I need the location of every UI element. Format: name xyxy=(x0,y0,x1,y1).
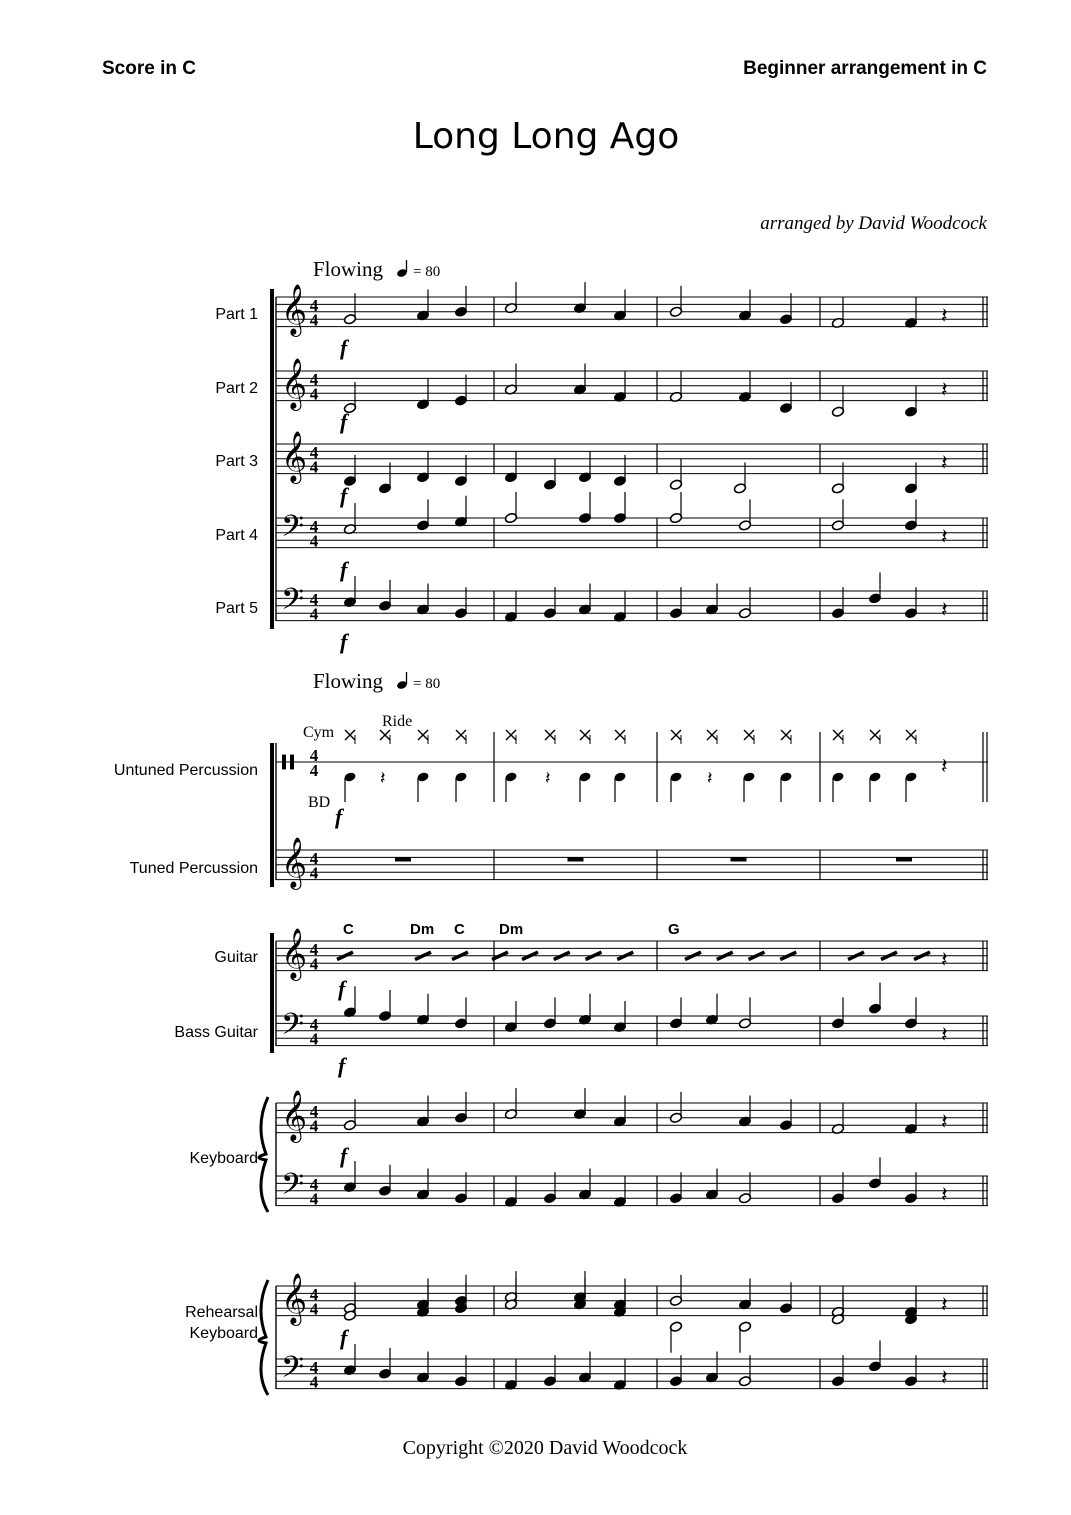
time-signature-denominator: 4 xyxy=(309,954,319,974)
time-signature-numerator: 4 xyxy=(309,1101,319,1121)
arranger-credit: arranged by David Woodcock xyxy=(760,213,987,234)
quarter-rest-icon: 𝄽 xyxy=(941,948,948,974)
quarter-rest-icon: 𝄽 xyxy=(941,598,948,624)
treble-clef-icon: 𝄞 xyxy=(281,358,308,409)
treble-clef-icon: 𝄞 xyxy=(281,284,308,335)
treble-clef-icon: 𝄞 xyxy=(281,1090,308,1141)
treble-clef-icon: 𝄞 xyxy=(281,928,308,979)
quarter-rest-icon: 𝄽 xyxy=(545,768,551,789)
quarter-rest-icon: 𝄽 xyxy=(941,1110,948,1136)
bass-clef-icon: 𝄢 xyxy=(281,1008,305,1049)
time-signature-numerator: 4 xyxy=(309,369,319,389)
time-signature-denominator: 4 xyxy=(309,1299,319,1319)
time-signature-denominator: 4 xyxy=(309,1029,319,1049)
instrument-name: Keyboard xyxy=(189,1150,258,1167)
song-title: Long Long Ago xyxy=(412,116,680,157)
percussion-clef-icon xyxy=(282,755,286,770)
whole-rest-icon xyxy=(395,857,411,861)
staff-system xyxy=(259,282,988,1395)
tempo-marking-percussion xyxy=(313,669,440,693)
dynamic-forte: f xyxy=(340,483,348,508)
tempo-word: Flowing xyxy=(313,669,384,693)
dynamic-forte: f xyxy=(338,976,346,1001)
brace-icon xyxy=(259,1097,268,1212)
time-signature-numerator: 4 xyxy=(309,516,319,536)
quarter-rest-icon: 𝄽 xyxy=(941,754,948,780)
dynamic-forte: f xyxy=(340,1325,348,1350)
dynamic-forte: f xyxy=(340,409,348,434)
time-signature-numerator: 4 xyxy=(309,1284,319,1304)
time-signature-numerator: 4 xyxy=(309,1357,319,1377)
time-signature-numerator: 4 xyxy=(309,1174,319,1194)
instrument-name: Part 4 xyxy=(215,527,258,544)
quarter-rest-icon: 𝄽 xyxy=(707,768,713,789)
time-signature-numerator: 4 xyxy=(309,589,319,609)
bass-clef-icon: 𝄢 xyxy=(281,583,305,624)
treble-clef-icon: 𝄞 xyxy=(281,1273,308,1324)
time-signature-denominator: 4 xyxy=(309,760,319,780)
dynamic-forte: f xyxy=(340,557,348,582)
whole-rest-icon xyxy=(568,857,584,861)
bass-clef-icon: 𝄢 xyxy=(281,1351,305,1392)
quarter-rest-icon: 𝄽 xyxy=(941,1293,948,1319)
quarter-rest-icon: 𝄽 xyxy=(941,525,948,551)
bass-clef-icon: 𝄢 xyxy=(281,510,305,551)
time-signature-numerator: 4 xyxy=(309,295,319,315)
chord-symbol: G xyxy=(668,921,680,938)
tempo-marking-top xyxy=(313,257,440,281)
time-signature-numerator: 4 xyxy=(309,442,319,462)
quarter-rest-icon: 𝄽 xyxy=(941,1183,948,1209)
instrument-name: Untuned Percussion xyxy=(113,762,258,779)
quarter-rest-icon: 𝄽 xyxy=(380,768,386,789)
whole-rest-icon xyxy=(896,857,912,861)
time-signature-numerator: 4 xyxy=(309,848,319,868)
time-signature-denominator: 4 xyxy=(309,1116,319,1136)
cymbal-label: Cym xyxy=(303,724,335,741)
quarter-rest-icon: 𝄽 xyxy=(941,1366,948,1392)
time-signature-denominator: 4 xyxy=(309,1372,319,1392)
instrument-name: Part 2 xyxy=(215,380,258,397)
time-signature-denominator: 4 xyxy=(309,384,319,404)
chord-symbol: C xyxy=(343,921,354,938)
time-signature-denominator: 4 xyxy=(309,531,319,551)
chord-symbol: Dm xyxy=(499,921,524,938)
time-signature-numerator: 4 xyxy=(309,1014,319,1034)
percussion-clef-icon xyxy=(290,755,294,770)
quarter-rest-icon: 𝄽 xyxy=(941,451,948,477)
arrangement-label: Beginner arrangement in C xyxy=(743,58,987,79)
bracket-icon xyxy=(270,743,274,887)
chord-symbol: C xyxy=(454,921,465,938)
ride-label: Ride xyxy=(382,713,413,730)
bracket-icon xyxy=(270,933,274,1053)
dynamic-forte: f xyxy=(335,804,343,829)
quarter-rest-icon: 𝄽 xyxy=(941,304,948,330)
quarter-rest-icon: 𝄽 xyxy=(941,1023,948,1049)
instrument-name: Rehearsal xyxy=(185,1304,258,1321)
bracket-icon xyxy=(270,289,274,629)
instrument-name: Part 3 xyxy=(215,453,258,470)
quarter-rest-icon: 𝄽 xyxy=(941,378,948,404)
chord-symbol: Dm xyxy=(410,921,435,938)
time-signature-numerator: 4 xyxy=(309,939,319,959)
dynamic-forte: f xyxy=(340,1143,348,1168)
time-signature-denominator: 4 xyxy=(309,604,319,624)
time-signature-denominator: 4 xyxy=(309,863,319,883)
copyright-notice: Copyright ©2020 David Woodcock xyxy=(402,1437,688,1459)
bass-drum-label: BD xyxy=(308,794,331,811)
dynamic-forte: f xyxy=(338,1053,346,1078)
instrument-name: Part 5 xyxy=(215,600,258,617)
treble-clef-icon: 𝄞 xyxy=(281,837,308,888)
time-signature-denominator: 4 xyxy=(309,310,319,330)
instrument-name: Tuned Percussion xyxy=(129,860,258,877)
bass-clef-icon: 𝄢 xyxy=(281,1168,305,1209)
whole-rest-icon xyxy=(731,857,747,861)
tempo-bpm: = 80 xyxy=(413,264,441,280)
time-signature-numerator: 4 xyxy=(309,746,319,765)
tempo-bpm: = 80 xyxy=(413,676,441,692)
instrument-name: Part 1 xyxy=(215,306,258,323)
score-in-c-label: Score in C xyxy=(102,58,196,79)
dynamic-forte: f xyxy=(340,629,348,654)
instrument-name: Keyboard xyxy=(189,1325,258,1342)
time-signature-denominator: 4 xyxy=(309,457,319,477)
tempo-word: Flowing xyxy=(313,257,384,281)
time-signature-denominator: 4 xyxy=(309,1189,319,1209)
brace-icon xyxy=(259,1280,268,1395)
treble-clef-icon: 𝄞 xyxy=(281,431,308,482)
instrument-name: Guitar xyxy=(214,949,258,966)
dynamic-forte: f xyxy=(340,335,348,360)
instrument-name: Bass Guitar xyxy=(174,1024,258,1041)
